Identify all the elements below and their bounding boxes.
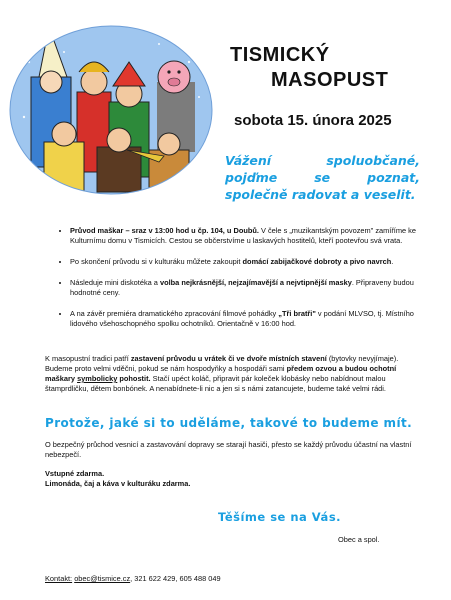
tradition-paragraph: [45, 354, 421, 394]
contact-phones: , 321 622 429, 605 488 049: [130, 574, 221, 583]
list-text: Následuje mini diskotéka a: [70, 278, 160, 287]
page-title-line2: MASOPUST: [271, 69, 389, 91]
para-bold-text: zastavení průvodu u vrátek či ve dvoře místních stavení: [130, 354, 327, 363]
contact-label: Kontakt:: [45, 574, 73, 583]
list-text: v podání MLVSO, tj. Místního lidového všehoschopného spolku ochotníků. Orientačně v 16:00 hod.: [70, 309, 414, 328]
signature: Obec a spol.: [338, 535, 380, 544]
list-bold-text: „Tři bratři": [278, 309, 316, 318]
list-text: .: [391, 257, 394, 266]
para-bold-text: pohostit.: [117, 374, 151, 383]
list-item: [70, 226, 436, 246]
para-text: K masopustní tradici patří: [45, 354, 131, 363]
free-entry-text: Vstupné zdarma.: [45, 469, 105, 478]
parade-meeting-info: Průvod maškar – sraz v 13:00 hod u čp. 104, u Doubů.: [70, 226, 259, 235]
para-text: (bytovky nevyjímaje). Budeme proto velmi vděčni, pokud se nám hospodyňky a hospodáři sami: [45, 354, 399, 373]
contact-line: [45, 574, 221, 583]
para-bold-text: předem ozvou a budou ochotní maškary: [45, 364, 397, 383]
front-figures: [44, 122, 189, 195]
contact-email-link[interactable]: obec@tismice.cz: [74, 574, 131, 583]
greeting-text: Vážení spoluobčané, pojďme se poznat, společně radovat a veselit.: [225, 153, 420, 202]
para-text: Stačí upéct koláč, připravit pár koleček klobásky nebo nabídnout malou štamprdličku, dětem bonbónek. A nenabídnete-li nic a jen si s námi zatancujete, budeme také velmi rádi.: [45, 374, 386, 393]
para-underlined-text: symbolicky: [77, 374, 118, 383]
list-bold-text: volba nejkrásnější, nejzajímavější a nejvtipnější masky: [159, 278, 352, 287]
list-text: A na závěr premiéra dramatického zpracování filmové pohádky: [70, 309, 279, 318]
free-entry-block: [45, 469, 421, 489]
free-drinks-text: Limonáda, čaj a káva v kulturáku zdarma.: [45, 479, 191, 488]
list-text: . Připraveny budou hodnotné ceny.: [70, 278, 414, 297]
safety-paragraph: O bezpečný průchod vesnicí a zastavování dopravy se starají hasiči, přesto se každý průvodu účastní na vlastní nebezpečí.: [45, 440, 412, 459]
slogan: Protože, jaké si to uděláme, takové to budeme mít.: [45, 416, 413, 430]
list-bold-text: domácí zabijačkové dobroty a pivo navrch: [242, 257, 392, 266]
closing-text: Těšíme se na Vás.: [218, 510, 342, 524]
parade-route-text: V čele s „muzikantským povozem" zamíříme ke Kulturnímu domu v Tismicích. Cestou se občerstvíme u laskavých hostitelů, kteří pootevřou svá vrata.: [70, 226, 416, 245]
list-item: [70, 309, 436, 329]
page-title-line1: TISMICKÝ: [230, 44, 330, 66]
list-text: Po skončení průvodu si v kulturáku můžete zakoupit: [70, 257, 243, 266]
program-list: [54, 226, 436, 340]
list-item: [70, 278, 436, 298]
list-item: [70, 257, 436, 267]
event-date: sobota 15. února 2025: [234, 112, 392, 129]
masopust-illustration: [9, 22, 214, 198]
